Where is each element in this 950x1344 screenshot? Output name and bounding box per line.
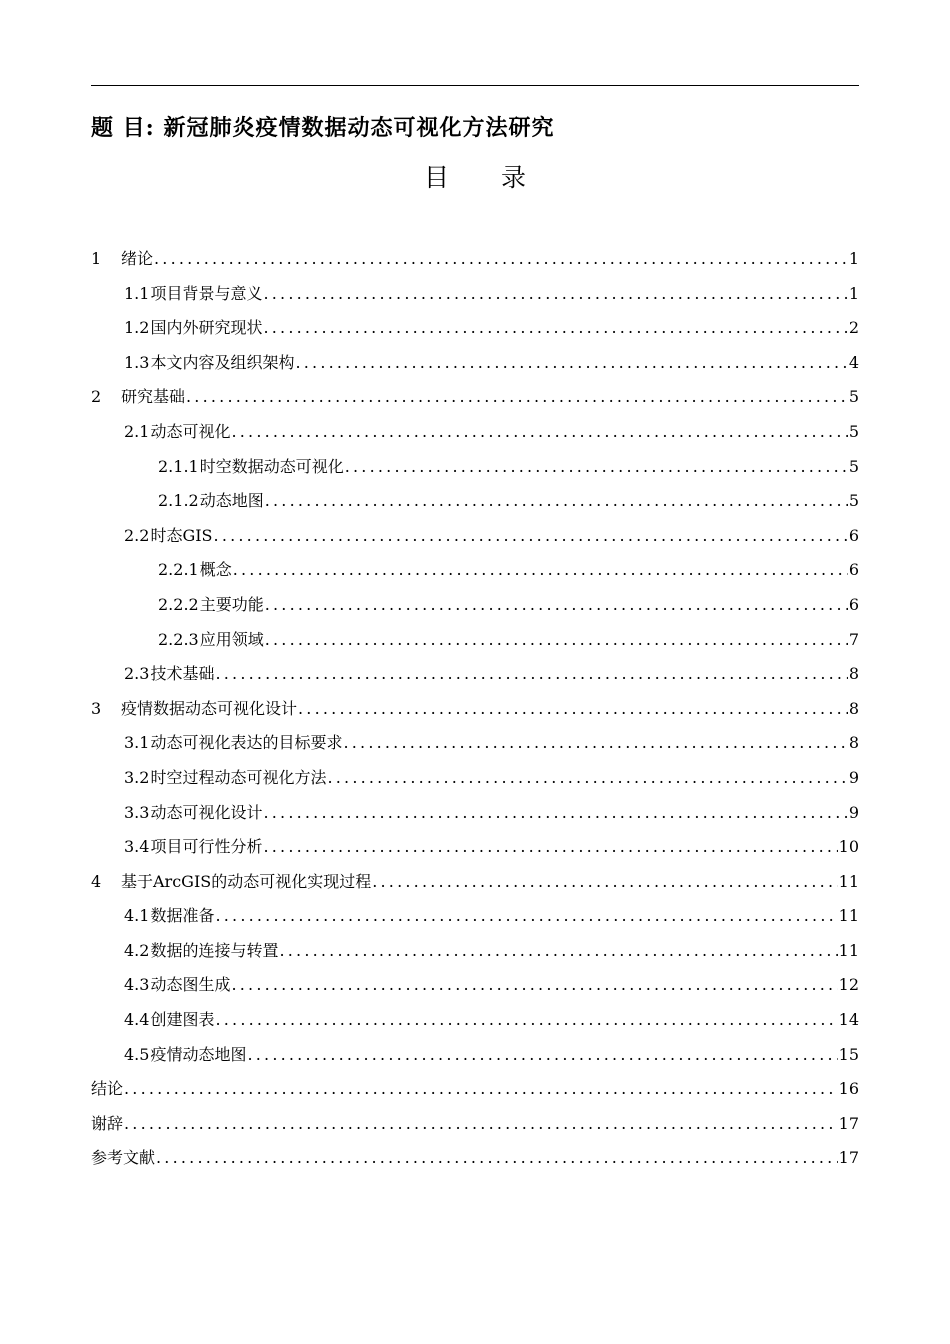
toc-entry[interactable] <box>91 1111 859 1146</box>
toc-entry-title: 时空数据动态可视化 <box>199 456 344 476</box>
toc-entry[interactable] <box>91 592 859 627</box>
toc-dot-leader <box>154 249 848 268</box>
toc-entry-title: 项目背景与意义 <box>150 283 263 303</box>
toc-entry-page: 17 <box>838 1113 859 1133</box>
toc-entry-page: 6 <box>848 525 859 545</box>
toc-dot-leader <box>372 872 837 891</box>
toc-entry[interactable] <box>91 488 859 523</box>
toc-entry-title: 疫情动态地图 <box>150 1044 247 1064</box>
toc-dot-leader <box>263 284 847 303</box>
toc-entry[interactable] <box>91 903 859 938</box>
toc-entry-title: 创建图表 <box>150 1010 215 1030</box>
toc-entry-page: 8 <box>848 664 859 684</box>
table-of-contents <box>91 246 859 1180</box>
toc-dot-leader <box>263 837 837 856</box>
toc-entry-title: 本文内容及组织架构 <box>150 352 295 372</box>
toc-entry-title: 结论 <box>91 1079 124 1099</box>
toc-entry-page: 8 <box>848 698 859 718</box>
toc-entry-number: 4.3 <box>124 975 150 995</box>
toc-dot-leader <box>327 768 847 787</box>
toc-entry-number: 3.1 <box>124 733 150 753</box>
toc-entry-page: 11 <box>838 906 859 926</box>
toc-entry-number: 4.5 <box>124 1044 150 1064</box>
toc-dot-leader <box>263 803 847 822</box>
toc-entry-title: 时态GIS <box>150 525 213 545</box>
toc-entry-title: 主要功能 <box>199 594 264 614</box>
toc-dot-leader <box>343 733 847 752</box>
toc-dot-leader <box>263 318 847 337</box>
toc-entry-number: 2 <box>91 387 102 407</box>
toc-entry[interactable] <box>91 1042 859 1077</box>
toc-entry-number: 1 <box>91 249 102 268</box>
header-rule <box>91 85 859 86</box>
toc-entry-number: 3.2 <box>124 767 150 787</box>
toc-entry-title: 基于ArcGIS的动态可视化实现过程 <box>121 871 372 891</box>
toc-entry[interactable] <box>91 627 859 662</box>
toc-entry[interactable] <box>91 972 859 1007</box>
toc-entry-number: 4.1 <box>124 906 150 926</box>
toc-entry-number: 2.3 <box>124 664 150 684</box>
toc-dot-leader <box>231 975 837 994</box>
toc-entry-number: 2.1.1 <box>158 456 199 476</box>
toc-entry[interactable] <box>91 1145 859 1180</box>
toc-dot-leader <box>279 941 837 960</box>
toc-entry-page: 12 <box>838 975 859 995</box>
toc-entry-title: 绪论 <box>121 249 154 268</box>
toc-entry-title: 国内外研究现状 <box>150 318 263 338</box>
toc-dot-leader <box>247 1045 837 1064</box>
toc-entry[interactable] <box>91 834 859 869</box>
toc-entry-page: 5 <box>848 491 859 511</box>
toc-entry-number: 2.1.2 <box>158 491 199 511</box>
toc-entry-page: 5 <box>848 456 859 476</box>
toc-entry[interactable] <box>91 730 859 765</box>
thesis-title: 题 目: 新冠肺炎疫情数据动态可视化方法研究 <box>91 115 555 141</box>
toc-entry[interactable] <box>91 938 859 973</box>
toc-entry-title: 研究基础 <box>121 387 186 407</box>
toc-entry[interactable] <box>91 315 859 350</box>
toc-entry-page: 10 <box>838 837 859 857</box>
toc-dot-leader <box>345 457 848 476</box>
toc-entry[interactable] <box>91 350 859 385</box>
toc-entry-number: 3 <box>91 698 102 718</box>
toc-entry[interactable] <box>91 246 859 281</box>
toc-dot-leader <box>124 1114 838 1133</box>
toc-entry[interactable] <box>91 557 859 592</box>
toc-dot-leader <box>265 491 848 510</box>
toc-entry-number: 2.2.3 <box>158 629 199 649</box>
toc-entry[interactable] <box>91 869 859 904</box>
toc-entry-page: 4 <box>848 352 859 372</box>
toc-entry[interactable] <box>91 523 859 558</box>
toc-entry-title: 动态地图 <box>199 491 264 511</box>
toc-entry-number: 4.2 <box>124 940 150 960</box>
toc-entry-title: 数据准备 <box>150 906 215 926</box>
toc-entry[interactable] <box>91 454 859 489</box>
toc-dot-leader <box>265 630 848 649</box>
toc-entry-page: 17 <box>838 1148 859 1168</box>
toc-entry-number: 1.3 <box>124 352 150 372</box>
toc-dot-leader <box>265 595 848 614</box>
toc-entry[interactable] <box>91 1007 859 1042</box>
toc-entry-page: 5 <box>848 387 859 407</box>
toc-dot-leader <box>215 664 847 683</box>
toc-entry-page: 2 <box>848 318 859 338</box>
toc-entry[interactable] <box>91 1076 859 1111</box>
toc-entry[interactable] <box>91 661 859 696</box>
toc-entry-title: 应用领域 <box>199 629 264 649</box>
toc-entry-number: 2.2.1 <box>158 560 199 580</box>
toc-entry-title: 技术基础 <box>150 664 215 684</box>
toc-dot-leader <box>215 1010 837 1029</box>
toc-entry-page: 9 <box>848 802 859 822</box>
toc-dot-leader <box>214 526 848 545</box>
toc-entry-page: 6 <box>848 560 859 580</box>
toc-entry-title: 数据的连接与转置 <box>150 940 279 960</box>
toc-dot-leader <box>298 699 848 718</box>
toc-entry-title: 时空过程动态可视化方法 <box>150 767 327 787</box>
toc-entry-number: 1.1 <box>124 283 150 303</box>
toc-entry-title: 概念 <box>199 560 232 580</box>
toc-entry-number: 2.2 <box>124 525 150 545</box>
toc-dot-leader <box>295 353 847 372</box>
toc-entry-title: 项目可行性分析 <box>150 837 263 857</box>
toc-entry[interactable] <box>91 281 859 316</box>
toc-dot-leader <box>233 560 848 579</box>
toc-dot-leader <box>186 387 848 406</box>
toc-entry-title: 动态图生成 <box>150 975 231 995</box>
toc-entry-title: 动态可视化 <box>150 421 231 441</box>
toc-entry-page: 9 <box>848 767 859 787</box>
toc-entry-page: 6 <box>848 594 859 614</box>
toc-entry-title: 疫情数据动态可视化设计 <box>121 698 298 718</box>
toc-entry-title: 动态可视化表达的目标要求 <box>150 733 343 753</box>
toc-entry[interactable] <box>91 419 859 454</box>
toc-entry-page: 11 <box>838 940 859 960</box>
toc-entry-page: 8 <box>848 733 859 753</box>
toc-entry[interactable] <box>91 384 859 419</box>
toc-entry-title: 参考文献 <box>91 1148 156 1168</box>
toc-entry-number: 3.4 <box>124 837 150 857</box>
toc-entry[interactable] <box>91 765 859 800</box>
toc-entry-page: 15 <box>838 1044 859 1064</box>
toc-entry-title: 动态可视化设计 <box>150 802 263 822</box>
toc-entry-number: 2.2.2 <box>158 594 199 614</box>
toc-dot-leader <box>156 1148 838 1167</box>
toc-entry-page: 16 <box>838 1079 859 1099</box>
toc-heading: 目 录 <box>424 163 548 192</box>
toc-entry-page: 7 <box>848 629 859 649</box>
toc-entry[interactable] <box>91 800 859 835</box>
toc-dot-leader <box>215 906 837 925</box>
toc-entry-page: 1 <box>848 283 859 303</box>
toc-dot-leader <box>231 422 847 441</box>
toc-entry-page: 1 <box>848 249 859 268</box>
toc-entry-number: 3.3 <box>124 802 150 822</box>
toc-dot-leader <box>124 1079 838 1098</box>
toc-entry-page: 11 <box>838 871 859 891</box>
toc-entry-number: 4.4 <box>124 1010 150 1030</box>
toc-entry-number: 2.1 <box>124 421 150 441</box>
toc-entry-number: 4 <box>91 871 102 891</box>
toc-entry-page: 5 <box>848 421 859 441</box>
toc-entry[interactable] <box>91 696 859 731</box>
toc-entry-page: 14 <box>838 1010 859 1030</box>
toc-entry-number: 1.2 <box>124 318 150 338</box>
toc-entry-title: 谢辞 <box>91 1113 124 1133</box>
